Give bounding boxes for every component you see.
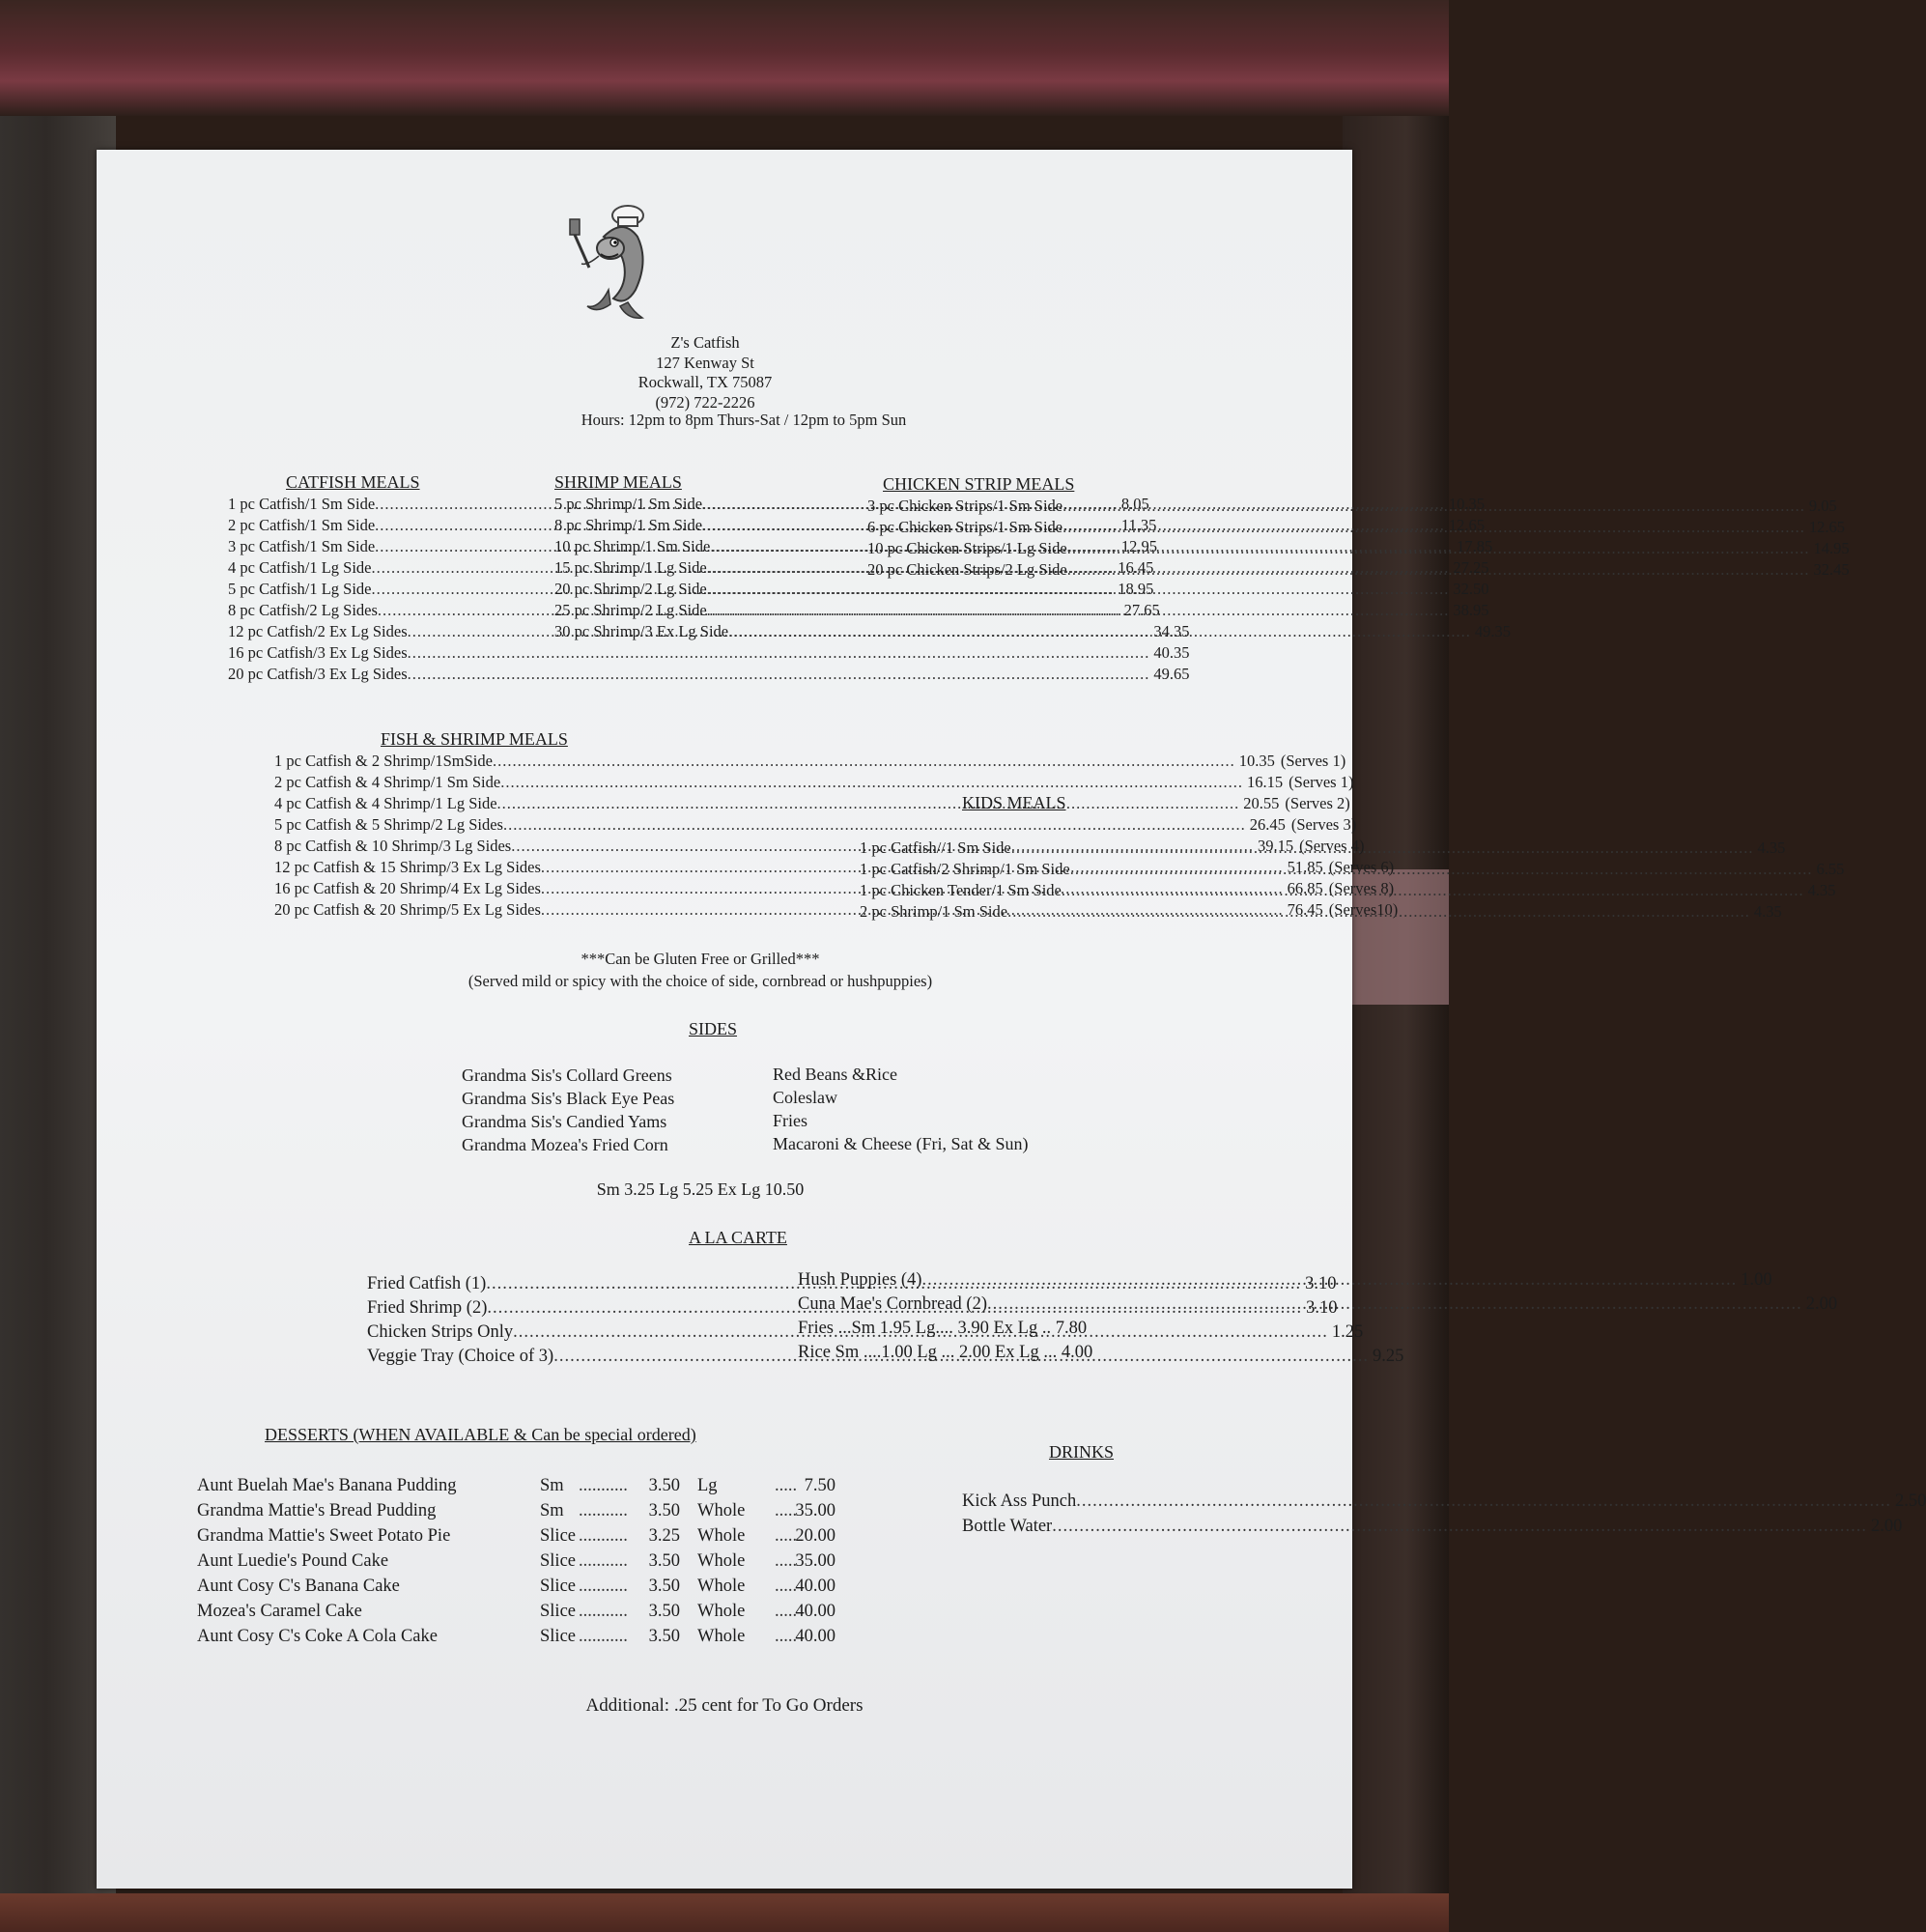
menu-item: 15 pc Shrimp/1 Lg Side ..... 27.25 [554, 557, 846, 579]
menu-paper [97, 150, 1926, 1889]
menu-item: 10 pc Shrimp/1 Sm Side ..... 17.85 [554, 536, 846, 557]
menu-item: Cuna Mae's Cornbread (2) ..... 2.00 [798, 1293, 1132, 1317]
to-go-note: Additional: .25 cent for To Go Orders [585, 1695, 864, 1716]
menu-item: 1 pc Chicken Tender/1 Sm Side ..... 4.35 [860, 880, 1227, 901]
menu-item: 8 pc Shrimp/1 Sm Side ..... 12.65 [554, 515, 846, 536]
menu-item: 1 pc Catfish//1 Sm Side ..... 4.35 [860, 838, 1227, 859]
drinks-list [962, 1489, 1926, 1539]
menu-item: 2 pc Shrimp/1 Sm Side ..... 4.35 [860, 901, 1227, 923]
menu-item: 20 pc Catfish/3 Ex Lg Sides ..... 49.65 [228, 664, 529, 685]
menu-item: 4 pc Catfish & 4 Shrimp/1 Lg Side ..... 20.55 (Serves 2) [274, 793, 771, 814]
catfish-chef-logo [560, 198, 666, 324]
fries-prices: Fries ...Sm 1.95 Lg.... 3.90 Ex Lg .. 7.80 [798, 1319, 1088, 1338]
menu-item: 2 pc Catfish & 4 Shrimp/1 Sm Side ..... 16.15 (Serves 1) [274, 772, 771, 793]
menu-item: 5 pc Catfish & 5 Shrimp/2 Lg Sides ..... 26.45 (Serves 3) [274, 814, 771, 836]
menu-item: 1 pc Catfish & 2 Shrimp/1SmSide ..... 10.35 (Serves 1) [274, 751, 771, 772]
menu-item: 10 pc Chicken Strips/1 Lg Side ..... 14.95 [867, 538, 1225, 559]
side-item: Grandma Mozea's Fried Corn [462, 1135, 668, 1154]
menu-item: Veggie Tray (Choice of 3) ..... 9.25 [367, 1345, 707, 1369]
dessert-row: Aunt Cosy C's Coke A Cola Cake Slice ........... 3.50 Whole ..... 40.00 [197, 1627, 836, 1646]
side-item: Macaroni & Cheese (Fri, Sat & Sun) [773, 1134, 1029, 1153]
restaurant-name: Z's Catfish [670, 333, 740, 352]
background-bottom [0, 1893, 1449, 1932]
restaurant-address: 127 Kenway St [656, 353, 754, 372]
menu-item: Fried Shrimp (2) ..... 3.10 [367, 1296, 707, 1321]
menu-item: Bottle Water ..... 2.00 [962, 1514, 1275, 1539]
kids-meals-title: KIDS MEALS [962, 793, 1066, 812]
sides-right-list [773, 1063, 1028, 1155]
menu-item: 16 pc Catfish & 20 Shrimp/4 Ex Lg Sides ..... 66.85 (Serves 8) [274, 878, 771, 899]
dessert-row: Aunt Luedie's Pound Cake Slice ........... 3.50 Whole ..... 35.00 [197, 1551, 836, 1571]
gluten-note: ***Can be Gluten Free or Grilled*** [581, 950, 820, 968]
menu-item: 6 pc Chicken Strips/1 Sm Side ..... 12.65 [867, 517, 1225, 538]
menu-item: 16 pc Catfish/3 Ex Lg Sides ..... 40.35 [228, 642, 529, 664]
menu-item: 5 pc Shrimp/1 Sm Side ..... 10.35 [554, 494, 846, 515]
background-right [1343, 116, 1449, 1932]
side-item: Coleslaw [773, 1088, 837, 1107]
menu-item: 8 pc Catfish/2 Lg Sides ..... 27.65 [228, 600, 529, 621]
side-item: Red Beans &Rice [773, 1065, 897, 1084]
menu-item: 1 pc Catfish/1 Sm Side ..... 8.05 [228, 494, 529, 515]
restaurant-city: Rockwall, TX 75087 [637, 373, 773, 391]
menu-item: 12 pc Catfish/2 Ex Lg Sides ..... 34.35 [228, 621, 529, 642]
menu-item: Hush Puppies (4) ..... 1.00 [798, 1268, 1132, 1293]
desserts-list [197, 1473, 892, 1649]
side-item: Grandma Sis's Candied Yams [462, 1112, 667, 1131]
side-item: Grandma Sis's Collard Greens [462, 1065, 672, 1085]
restaurant-header [580, 333, 831, 412]
menu-item: 25 pc Shrimp/2 Lg Side ..... 38.95 [554, 600, 846, 621]
dessert-row: Mozea's Caramel Cake Slice ........... 3.50 Whole ..... 40.00 [197, 1602, 836, 1621]
fish-shrimp-meals-title: FISH & SHRIMP MEALS [381, 729, 568, 749]
menu-item: 20 pc Shrimp/2 Lg Side ..... 32.50 [554, 579, 846, 600]
dessert-row: Grandma Mattie's Bread Pudding Sm ........... 3.50 Whole ..... 35.00 [197, 1501, 836, 1520]
menu-item: 20 pc Chicken Strips/2 Lg Side ..... 32.45 [867, 559, 1225, 581]
menu-item: 5 pc Catfish/1 Lg Side ..... 18.95 [228, 579, 529, 600]
kids-meals-list [860, 838, 1845, 923]
dessert-row: Grandma Mattie's Sweet Potato Pie Slice ........... 3.25 Whole ..... 20.00 [197, 1526, 836, 1546]
shrimp-meals-title: SHRIMP MEALS [554, 472, 682, 492]
side-item: Fries [773, 1111, 807, 1130]
drinks-title: DRINKS [1049, 1442, 1115, 1462]
sides-left-list [462, 1064, 674, 1156]
side-item: Grandma Sis's Black Eye Peas [462, 1089, 675, 1108]
menu-item: 2 pc Catfish/1 Sm Side ..... 11.35 [228, 515, 529, 536]
dessert-row: Aunt Buelah Mae's Banana Pudding Sm ........... 3.50 Lg ..... 7.50 [197, 1476, 836, 1495]
desserts-title: DESSERTS (WHEN AVAILABLE & Can be special ordered) [265, 1425, 696, 1444]
restaurant-phone: (972) 722-2226 [655, 392, 755, 412]
menu-item: 12 pc Catfish & 15 Shrimp/3 Ex Lg Sides ..... 51.85 (Serves 6) [274, 857, 771, 878]
background-top [0, 0, 1449, 116]
menu-item: 8 pc Catfish & 10 Shrimp/3 Lg Sides ..... 39.15 (Serves 4) [274, 836, 771, 857]
dessert-row: Aunt Cosy C's Banana Cake Slice ........... 3.50 Whole ..... 40.00 [197, 1577, 836, 1596]
menu-item: 1 pc Catfish/2 Shrimp/1 Sm Side ..... 6.55 [860, 859, 1227, 880]
sides-title: SIDES [689, 1019, 738, 1038]
chicken-meals-title: CHICKEN STRIP MEALS [883, 474, 1075, 494]
restaurant-hours: Hours: 12pm to 8pm Thurs-Sat / 12pm to 5pm Sun [581, 411, 907, 429]
menu-item: 3 pc Catfish/1 Sm Side ..... 12.95 [228, 536, 529, 557]
a-la-carte-title: A LA CARTE [689, 1228, 787, 1247]
menu-item: Kick Ass Punch ..... 2.50 [962, 1489, 1275, 1514]
menu-item: Fried Catfish (1) ..... 3.10 [367, 1272, 707, 1296]
rice-prices: Rice Sm ....1.00 Lg ... 2.00 Ex Lg ... 4.00 [798, 1343, 1093, 1362]
served-note: (Served mild or spicy with the choice of side, cornbread or hushpuppies) [467, 972, 933, 990]
menu-item: Chicken Strips Only ..... 1.25 [367, 1321, 707, 1345]
menu-item: 20 pc Catfish & 20 Shrimp/5 Ex Lg Sides ..... 76.45 (Serves10) [274, 899, 771, 921]
catfish-meals-title: CATFISH MEALS [286, 472, 420, 492]
menu-item: 4 pc Catfish/1 Lg Side ..... 16.45 [228, 557, 529, 579]
side-sizes: Sm 3.25 Lg 5.25 Ex Lg 10.50 [596, 1179, 805, 1199]
menu-item: 30 pc Shrimp/3 Ex Lg Side ..... 49.35 [554, 621, 846, 642]
menu-item: 3 pc Chicken Strips/1 Sm Side ..... 9.05 [867, 496, 1225, 517]
